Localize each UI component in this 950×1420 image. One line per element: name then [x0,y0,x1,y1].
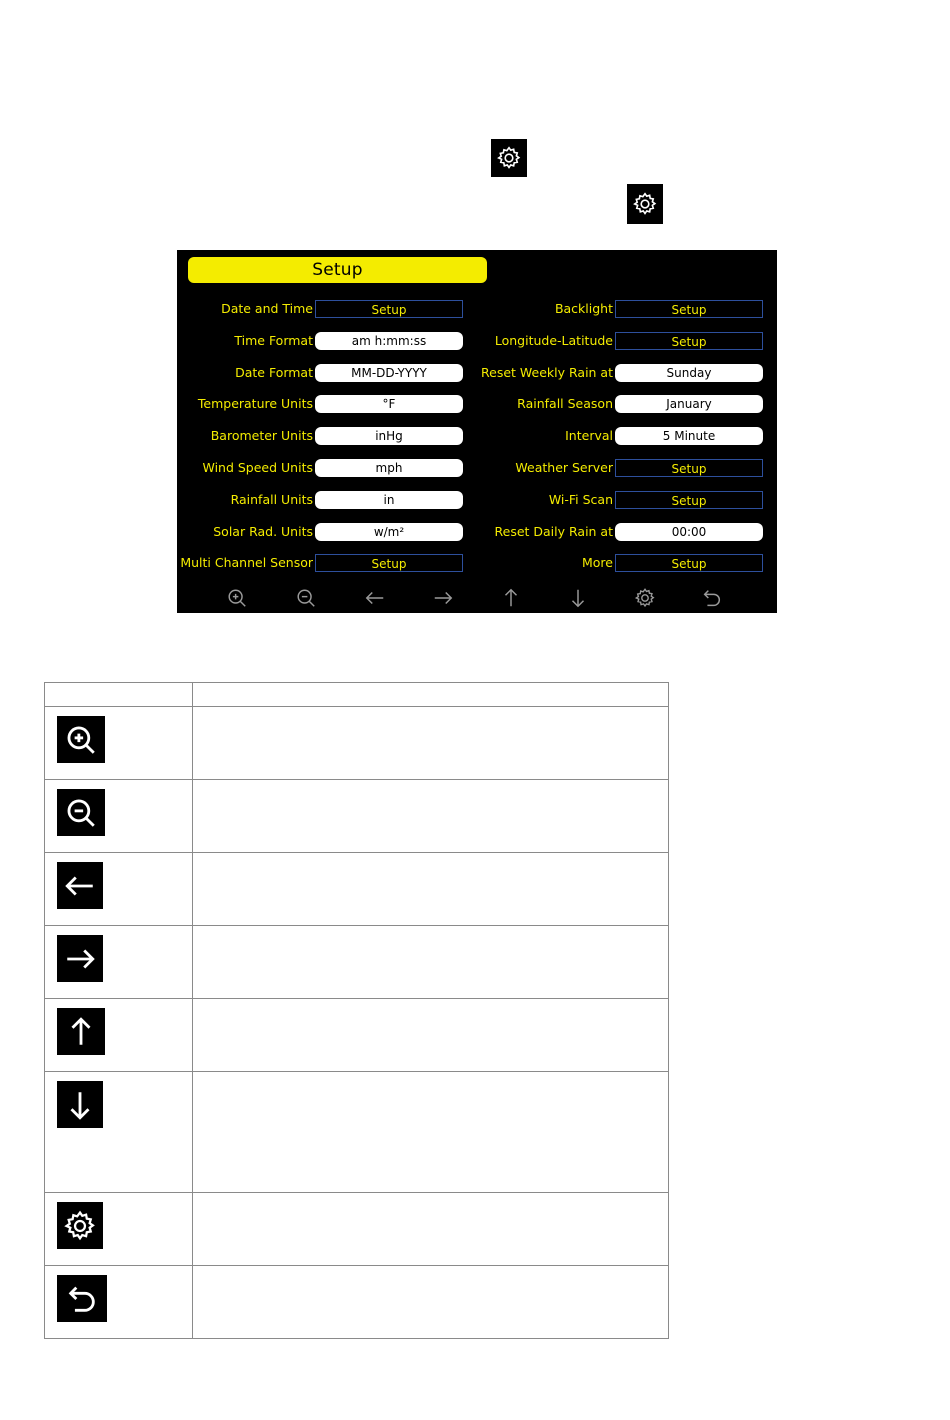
arrow-left-icon[interactable] [363,586,387,610]
label-more: More [582,555,613,570]
zoom-out-icon[interactable] [294,586,318,610]
arrow-up-icon [57,1008,105,1055]
gear-icon[interactable] [633,586,657,610]
table-cell-description [193,1193,669,1266]
setup-button-multi-channel-sensor[interactable]: Setup [315,554,463,572]
setup-title: Setup [312,260,363,280]
setup-button-more[interactable]: Setup [615,554,763,572]
table-row [45,999,669,1072]
label-temperature-units: Temperature Units [197,396,313,411]
label-weather-server: Weather Server [515,460,613,475]
value-field-time-format[interactable]: am h:mm:ss [315,332,463,350]
value-field-reset-daily-rain-at[interactable]: 00:00 [615,523,763,541]
label-multi-channel-sensor: Multi Channel Sensor [180,555,313,570]
label-backlight: Backlight [554,301,613,316]
value-field-rainfall-units[interactable]: in [315,491,463,509]
value-field-rainfall-season[interactable]: January [615,395,763,413]
value-field-solar-rad-units[interactable]: w/m² [315,523,463,541]
table-row [45,853,669,926]
table-header-icon [45,683,193,707]
label-barometer-units: Barometer Units [210,428,313,443]
table-header-row [45,683,669,707]
setup-button-weather-server[interactable]: Setup [615,459,763,477]
label-rainfall-units: Rainfall Units [230,492,313,507]
arrow-down-icon[interactable] [566,586,590,610]
label-reset-daily-rain-at: Reset Daily Rain at [494,524,613,539]
table-cell-description [193,926,669,999]
value-field-barometer-units[interactable]: inHg [315,427,463,445]
zoom-out-icon [57,789,105,836]
value-field-wind-speed-units[interactable]: mph [315,459,463,477]
table-row [45,1193,669,1266]
table-cell-description [193,780,669,853]
label-date-format: Date Format [235,365,313,380]
setup-button-wi-fi-scan[interactable]: Setup [615,491,763,509]
gear-icon [491,139,527,177]
table-cell-description [193,707,669,780]
value-field-reset-weekly-rain-at[interactable]: Sunday [615,364,763,382]
zoom-in-icon[interactable] [225,586,249,610]
table-cell-description [193,853,669,926]
label-wi-fi-scan: Wi-Fi Scan [548,492,613,507]
label-rainfall-season: Rainfall Season [517,396,613,411]
label-interval: Interval [565,428,613,443]
zoom-in-icon [57,716,105,763]
setup-screen [177,250,777,613]
table-row [45,780,669,853]
value-field-interval[interactable]: 5 Minute [615,427,763,445]
setup-button-backlight[interactable]: Setup [615,300,763,318]
return-icon [57,1275,107,1322]
gear-icon [57,1202,103,1249]
arrow-down-icon [57,1081,103,1128]
setup-title-bar [188,257,487,283]
table-cell-description [193,999,669,1072]
table-row [45,1072,669,1193]
table-cell-description [193,1072,669,1193]
gear-icon [627,184,663,224]
arrow-right-icon [57,935,103,982]
value-field-temperature-units[interactable]: °F [315,395,463,413]
table-cell-description [193,1266,669,1339]
label-longitude-latitude: Longitude-Latitude [494,333,613,348]
arrow-left-icon [57,862,103,909]
table-header-description [193,683,669,707]
legend-table [44,682,669,1339]
table-row [45,1266,669,1339]
label-reset-weekly-rain-at: Reset Weekly Rain at [481,365,613,380]
setup-button-longitude-latitude[interactable]: Setup [615,332,763,350]
table-row [45,926,669,999]
label-date-and-time: Date and Time [221,301,313,316]
arrow-up-icon[interactable] [499,586,523,610]
label-time-format: Time Format [234,333,313,348]
table-row [45,707,669,780]
return-icon[interactable] [700,586,724,610]
label-wind-speed-units: Wind Speed Units [202,460,313,475]
label-solar-rad-units: Solar Rad. Units [213,524,313,539]
arrow-right-icon[interactable] [431,586,455,610]
value-field-date-format[interactable]: MM-DD-YYYY [315,364,463,382]
setup-button-date-and-time[interactable]: Setup [315,300,463,318]
